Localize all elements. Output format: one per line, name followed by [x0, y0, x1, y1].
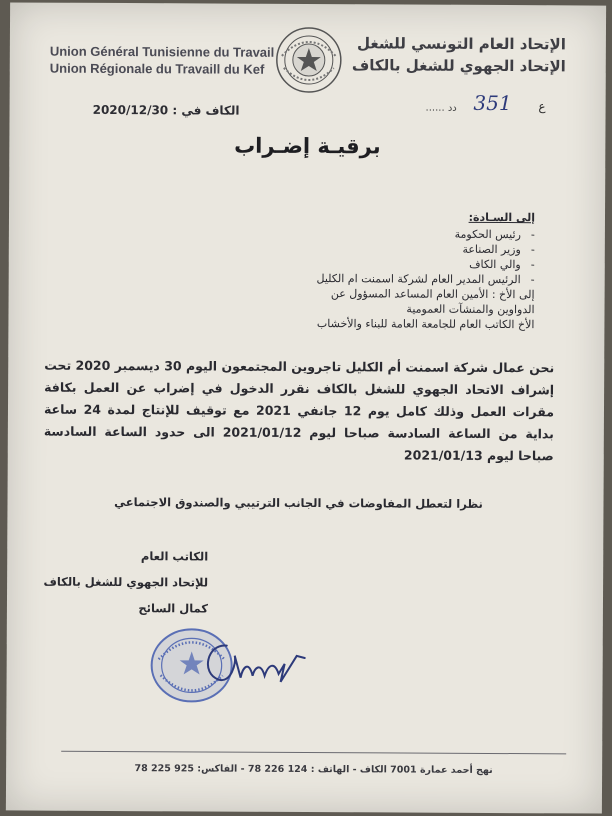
- recipients-block: [174, 208, 535, 332]
- letterhead-arabic: [352, 32, 566, 77]
- letterhead-fr-line1: Union Général Tunisienne du Travail: [49, 43, 275, 60]
- reference-handwritten-number: 351: [473, 90, 512, 116]
- signature-block: [38, 543, 208, 622]
- document-title: برقيـة إضـراب: [234, 133, 381, 159]
- recipient-brother-line: الأخ الكاتب العام للجامعة العامة للبناء والأخشاب: [316, 317, 535, 332]
- letterhead-fr-line2: Union Régionale du Travaill du Kef: [49, 60, 265, 77]
- signatory-organization: للإتحاد الجهوي للشغل بالكاف: [43, 574, 209, 590]
- handwritten-signature-icon: [197, 633, 307, 694]
- strike-notice-body: [44, 355, 555, 468]
- letterhead-french: [50, 43, 275, 78]
- reference-label: ع: [538, 99, 546, 114]
- letterhead-ar-line2: الإتحاد الجهوي للشغل بالكاف: [351, 56, 566, 76]
- body-paragraph: نحن عمال شركة اسمنت أم الكليل تاجروين المجتمعون اليوم 30 ديسمبر 2020 تحت إشراف الاتحاد الجهوي للشغل بالكاف نقرر الدخول في إضراب عن العمل بكافة مقرات العمل وذلك كامل يوم 12 جانفي 2021 مع توقيف للإنتاج لمدة 24 ساعة بداية من الساعة السادسة صباحا ليوم 2021/01/12 الى حدود الساعة السادسة صباحا ليوم 2021/01/13: [43, 357, 555, 464]
- signatory-name: كمال السائح: [138, 601, 208, 616]
- document-date: الكاف في : 2020/12/30: [92, 102, 240, 118]
- recipient-item: - والي الكاف: [175, 255, 535, 272]
- signatory-title: الكاتب العام: [140, 549, 209, 564]
- recipients-heading: إلى السـادة:: [468, 210, 536, 225]
- reference-number: [426, 91, 546, 122]
- strike-reason: نظرا لتعطل المفاوضات في الجانب الترتيبي والصندوق الاجتماعي: [114, 494, 483, 511]
- reference-dots: ...... دد: [425, 102, 457, 114]
- document-page: [6, 2, 606, 813]
- recipient-brother-line: إلى الأخ : الأمين العام المساعد المسؤول عن: [330, 287, 535, 302]
- footer-contact: نهج أحمد عمارة 7001 الكاف - الهاتف : 124 226 78 - الفاكس: 925 225 78: [134, 763, 493, 776]
- recipient-item: - وزير الصناعة: [175, 240, 535, 257]
- recipient-item: - الرئيس المدير العام لشركة اسمنت ام الكليل: [175, 270, 535, 287]
- recipient-brother-line: الدواوين والمنشآت العمومية: [406, 302, 535, 317]
- footer-divider: [61, 751, 566, 755]
- union-logo-icon: [272, 26, 346, 94]
- recipient-item: - رئيس الحكومة: [175, 225, 535, 242]
- letterhead-ar-line1: الإتحاد العام التونسي للشغل: [356, 34, 566, 54]
